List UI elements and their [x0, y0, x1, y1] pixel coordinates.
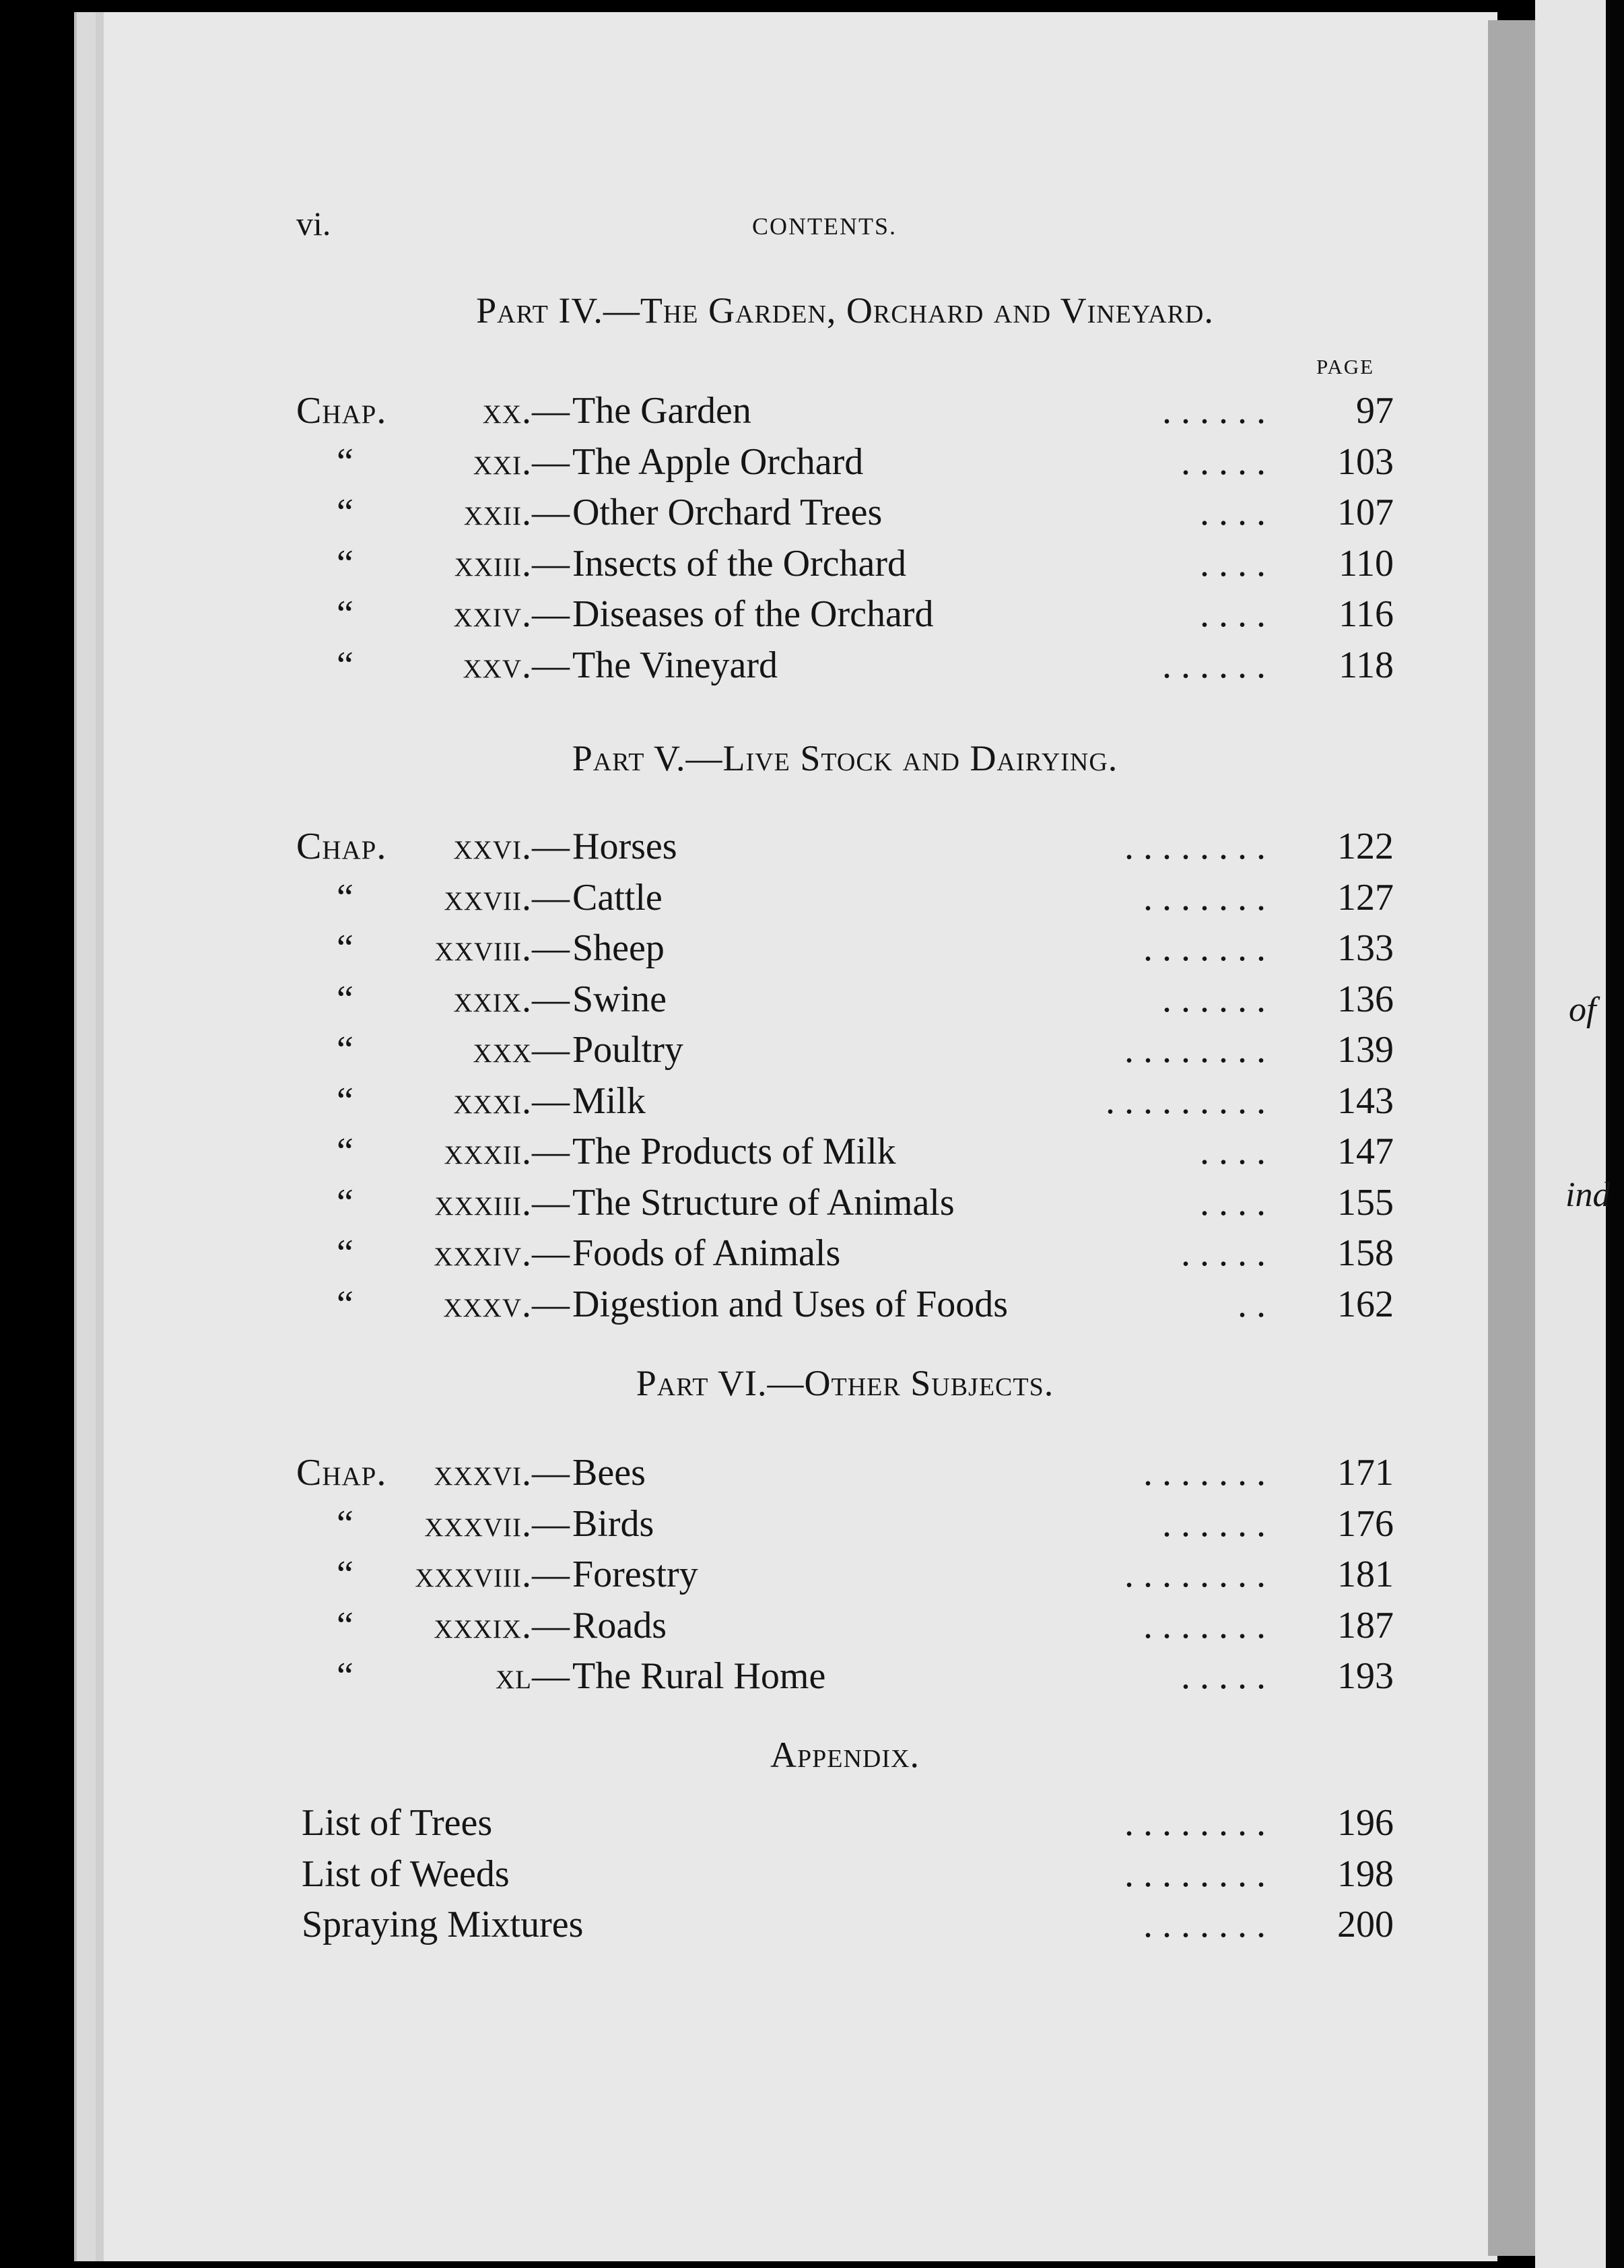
leader-dots: . . . . [1200, 542, 1266, 585]
em-dash: — [532, 1604, 570, 1646]
page-number-ref: 162 [1337, 1283, 1394, 1325]
leader-dots: . . . . . . [1162, 978, 1266, 1020]
chapter-title: Forestry [572, 1554, 698, 1595]
page-number-ref: 127 [1337, 876, 1394, 919]
toc-entry [0, 593, 1414, 640]
leader-dots: . . . . . . . [1143, 876, 1266, 919]
ditto-mark: “ [337, 492, 353, 533]
chapter-numeral: xxxv. [443, 1283, 532, 1325]
chapter-numeral: xxv. [463, 644, 532, 686]
chapter-numeral: xxxvi. [434, 1452, 532, 1494]
em-dash: — [532, 593, 570, 635]
em-dash: — [532, 1029, 570, 1071]
facing-page-fragment: of [1569, 991, 1596, 1029]
em-dash: — [532, 826, 570, 867]
page-number-ref: 155 [1337, 1181, 1394, 1224]
appendix-title: Spraying Mixtures [302, 1904, 584, 1945]
chapter-numeral: xxiii. [454, 542, 532, 585]
chapter-title: Insects of the Orchard [572, 542, 907, 585]
chapter-numeral: xxix. [453, 978, 532, 1020]
chap-label: Chap. [296, 390, 387, 432]
appendix-title: List of Trees [302, 1802, 493, 1844]
leader-dots: . . . . . [1181, 1232, 1266, 1274]
leader-dots: . . . . . . . . . [1106, 1079, 1266, 1122]
toc-entry [0, 876, 1414, 923]
page-number-ref: 187 [1337, 1604, 1394, 1646]
toc-entry [0, 1028, 1414, 1075]
leader-dots: . . . . . . [1162, 644, 1266, 686]
chapter-title: The Garden [572, 390, 751, 432]
ditto-mark: “ [337, 593, 353, 635]
toc-entry [0, 1283, 1414, 1330]
toc-entry [0, 927, 1414, 974]
em-dash: — [532, 876, 570, 919]
leader-dots: . . . . . . . [1143, 1604, 1266, 1646]
page-number-ref: 181 [1337, 1554, 1394, 1595]
part-heading: Part VI.—Other Subjects. [636, 1363, 1054, 1403]
scan-border [1606, 0, 1624, 2268]
leader-dots: . . . . [1200, 1181, 1266, 1224]
leader-dots: . . . . . . . [1143, 1904, 1266, 1945]
em-dash: — [532, 1655, 570, 1697]
page-number-ref: 110 [1339, 542, 1394, 585]
page-number-ref: 107 [1337, 492, 1394, 533]
chapter-numeral: xxviii. [434, 927, 532, 969]
chapter-title: Foods of Animals [572, 1232, 841, 1274]
part-heading: Part IV.—The Garden, Orchard and Vineyard. [476, 290, 1214, 331]
chapter-numeral: xx. [482, 390, 532, 432]
em-dash: — [532, 440, 570, 483]
em-dash: — [532, 644, 570, 686]
em-dash: — [532, 1079, 570, 1122]
page-number-ref: 143 [1337, 1079, 1394, 1122]
chapter-title: Poultry [572, 1029, 683, 1071]
chapter-title: Roads [572, 1604, 667, 1646]
chapter-numeral: xl [496, 1655, 532, 1697]
ditto-mark: “ [337, 1604, 353, 1646]
leader-dots: . . . . . . . [1143, 1452, 1266, 1494]
ditto-mark: “ [337, 1283, 353, 1325]
chapter-title: Swine [572, 978, 667, 1020]
chapter-title: Horses [572, 826, 677, 867]
page-number-ref: 176 [1337, 1502, 1394, 1545]
page-column-label: PAGE [1316, 355, 1375, 378]
leader-dots: . . [1238, 1283, 1266, 1325]
appendix-title: List of Weeds [302, 1853, 510, 1895]
chapter-numeral: xxi. [473, 440, 532, 483]
chapter-numeral: xxvi. [453, 826, 532, 867]
toc-entry [0, 491, 1414, 538]
part-heading: Part V.—Live Stock and Dairying. [572, 738, 1118, 778]
toc-entry [0, 1604, 1414, 1651]
ditto-mark: “ [337, 440, 353, 483]
chapter-numeral: xxxix. [434, 1604, 532, 1646]
ditto-mark: “ [337, 1029, 353, 1071]
leader-dots: . . . . [1200, 593, 1266, 635]
page-number-ref: 103 [1337, 440, 1394, 483]
chapter-numeral: xxiv. [453, 593, 532, 635]
leader-dots: . . . . . . . . [1124, 1802, 1266, 1844]
chap-label: Chap. [296, 826, 387, 867]
leader-dots: . . . . . . . . [1124, 1029, 1266, 1071]
em-dash: — [532, 1181, 570, 1224]
em-dash: — [532, 390, 570, 432]
leader-dots: . . . . [1200, 492, 1266, 533]
ditto-mark: “ [337, 644, 353, 686]
leader-dots: . . . . . . [1162, 390, 1266, 432]
page-number-ref: 158 [1337, 1232, 1394, 1274]
ditto-mark: “ [337, 1181, 353, 1224]
page-edge-shadow [1488, 20, 1538, 2256]
em-dash: — [532, 1131, 570, 1172]
em-dash: — [532, 492, 570, 533]
chapter-numeral: xxxii. [444, 1131, 532, 1172]
ditto-mark: “ [337, 1079, 353, 1122]
leader-dots: . . . . . . . . [1124, 1853, 1266, 1895]
leader-dots: . . . . . . . . [1124, 1554, 1266, 1595]
em-dash: — [532, 1452, 570, 1494]
ditto-mark: “ [337, 1131, 353, 1172]
appendix-entry [0, 1801, 1414, 1848]
chapter-title: Cattle [572, 876, 663, 919]
toc-entry [0, 1502, 1414, 1549]
chapter-title: The Products of Milk [572, 1131, 896, 1172]
chapter-title: Digestion and Uses of Foods [572, 1283, 1009, 1325]
ditto-mark: “ [337, 1502, 353, 1545]
page-number-ref: 116 [1339, 593, 1394, 635]
page-number-ref: 118 [1339, 644, 1394, 686]
page-number-ref: 133 [1337, 927, 1394, 969]
toc-entry [0, 1181, 1414, 1228]
toc-entry [0, 1451, 1414, 1498]
toc-entry [0, 1553, 1414, 1600]
chapter-numeral: xxx [473, 1029, 532, 1071]
ditto-mark: “ [337, 978, 353, 1020]
toc-entry [0, 644, 1414, 691]
page-number-ref: 122 [1337, 826, 1394, 867]
chapter-title: Bees [572, 1452, 646, 1494]
toc-entry [0, 978, 1414, 1025]
toc-entry [0, 440, 1414, 488]
page-number-ref: 200 [1337, 1904, 1394, 1945]
toc-entry [0, 1079, 1414, 1127]
chapter-title: Other Orchard Trees [572, 492, 883, 533]
ditto-mark: “ [337, 1232, 353, 1274]
em-dash: — [532, 1283, 570, 1325]
page-number-ref: 198 [1337, 1853, 1394, 1895]
em-dash: — [532, 927, 570, 969]
toc-entry [0, 542, 1414, 589]
em-dash: — [532, 542, 570, 585]
page-number-ref: 136 [1337, 978, 1394, 1020]
toc-entry [0, 389, 1414, 436]
ditto-mark: “ [337, 1554, 353, 1595]
leader-dots: . . . . . [1181, 1655, 1266, 1697]
chapter-numeral: xxii. [463, 492, 532, 533]
leader-dots: . . . . . . . [1143, 927, 1266, 969]
chapter-numeral: xxxvii. [424, 1502, 532, 1545]
em-dash: — [532, 1502, 570, 1545]
chapter-numeral: xxxi. [453, 1079, 532, 1122]
facing-page-fragment: ind [1565, 1176, 1611, 1214]
page-number-ref: 147 [1337, 1131, 1394, 1172]
toc-entry [0, 825, 1414, 872]
leader-dots: . . . . [1200, 1131, 1266, 1172]
chapter-title: Sheep [572, 927, 665, 969]
page-number-ref: 193 [1337, 1655, 1394, 1697]
page-number-ref: 97 [1356, 390, 1394, 432]
ditto-mark: “ [337, 876, 353, 919]
chapter-numeral: xxvii. [444, 876, 532, 919]
chapter-title: Birds [572, 1502, 654, 1545]
chapter-title: Diseases of the Orchard [572, 593, 934, 635]
leader-dots: . . . . . . . . [1124, 826, 1266, 867]
ditto-mark: “ [337, 542, 353, 585]
ditto-mark: “ [337, 927, 353, 969]
em-dash: — [532, 1554, 570, 1595]
appendix-entry [0, 1903, 1414, 1950]
page-number-ref: 171 [1337, 1452, 1394, 1494]
toc-entry [0, 1232, 1414, 1279]
chapter-numeral: xxxiv. [434, 1232, 532, 1274]
chapter-title: The Apple Orchard [572, 440, 864, 483]
chapter-numeral: xxxviii. [415, 1554, 532, 1595]
leader-dots: . . . . . [1181, 440, 1266, 483]
ditto-mark: “ [337, 1655, 353, 1697]
appendix-heading: Appendix. [770, 1735, 920, 1775]
chapter-title: Milk [572, 1079, 646, 1122]
chapter-title: The Vineyard [572, 644, 778, 686]
running-head: CONTENTS. [752, 213, 897, 240]
chap-label: Chap. [296, 1452, 387, 1494]
em-dash: — [532, 1232, 570, 1274]
leader-dots: . . . . . . [1162, 1502, 1266, 1545]
page-number: vi. [296, 205, 331, 242]
chapter-title: The Structure of Animals [572, 1181, 955, 1224]
chapter-title: The Rural Home [572, 1655, 826, 1697]
chapter-numeral: xxxiii. [434, 1181, 532, 1224]
appendix-entry [0, 1853, 1414, 1900]
em-dash: — [532, 978, 570, 1020]
page-number-ref: 196 [1337, 1802, 1394, 1844]
toc-entry [0, 1130, 1414, 1177]
toc-entry [0, 1655, 1414, 1702]
page-number-ref: 139 [1337, 1029, 1394, 1071]
